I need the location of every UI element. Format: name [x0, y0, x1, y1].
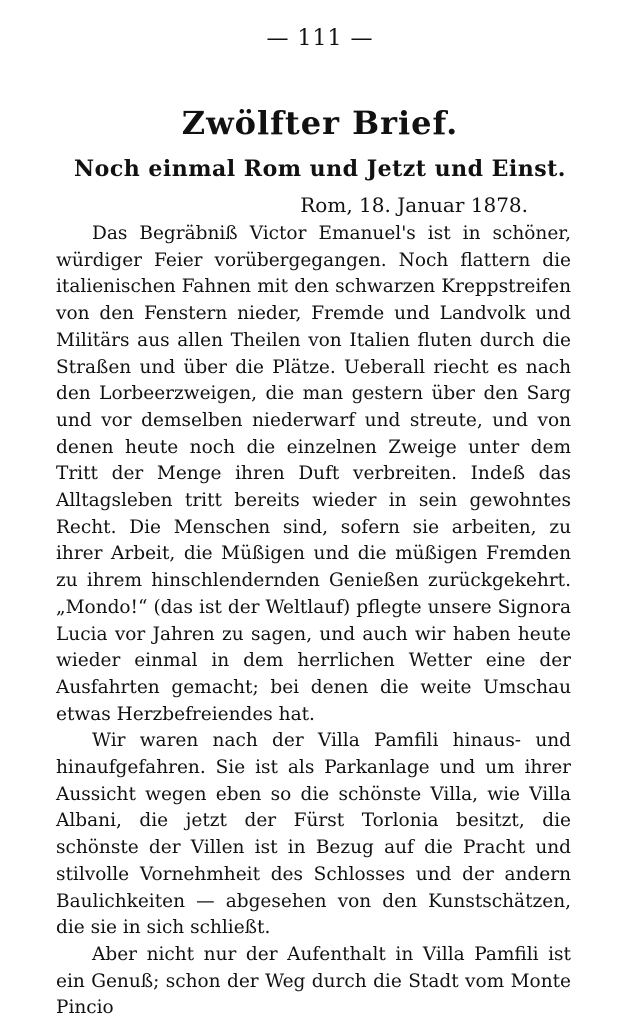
paragraph: Aber nicht nur der Aufenthalt in Villa Pamfili ist ein Genuß; schon der Weg durch die Stadt vom Monte Pincio	[56, 943, 571, 1019]
paragraph: Wir waren nach der Villa Pamfili hinaus- und hinaufgefahren. Sie ist als Parkanlage und um ihrer Aussicht wegen eben so die schönste Villa, wie Villa Albani, die jetzt der Fürst Torlonia besitzt, die schönste der Villen ist in Bezug auf die Pracht und stilvolle Vornehmheit des Schlosses und der andern Baulichkeiten — abgesehen von den Kunstschätzen, die sie in sich schließt.	[56, 730, 571, 939]
letter-body	[56, 221, 571, 1022]
letter-subtitle: Noch einmal Rom und Jetzt und Einst.	[74, 156, 566, 182]
letter-title: Zwölfter Brief.	[181, 104, 459, 142]
page-number: — 111 —	[266, 26, 374, 51]
dateline: Rom, 18. Januar 1878.	[300, 193, 528, 217]
paragraph: Das Begräbniß Victor Emanuel's ist in schöner, würdiger Feier vorübergegangen. Noch flattern die italienischen Fahnen mit den schwarzen Kreppstreifen von den Fenstern nieder, Fremde und Landvolk und Militärs aus allen Theilen von Italien fluten durch die Straßen und über die Plätze. Ueberall riecht es nach den Lorbeerzweigen, die man gestern über den Sarg und vor demselben niederwarf und streute, und von denen heute noch die einzelnen Zweige unter dem Tritt der Menge ihren Duft verbreiten. Indeß das Alltagsleben tritt bereits wieder in sein gewohntes Recht. Die Menschen sind, sofern sie arbeiten, zu ihrer Arbeit, die Müßigen und die müßigen Fremden zu ihrem hinschlendernden Genießen zurückgekehrt. „Mondo!“ (das ist der Weltlauf) pflegte unsere Signora Lucia vor Jahren zu sagen, und auch wir haben heute wieder einmal in dem herrlichen Wetter eine der Ausfahrten gemacht; bei denen die weite Umschau etwas Herzbefreiendes hat.	[56, 223, 571, 725]
